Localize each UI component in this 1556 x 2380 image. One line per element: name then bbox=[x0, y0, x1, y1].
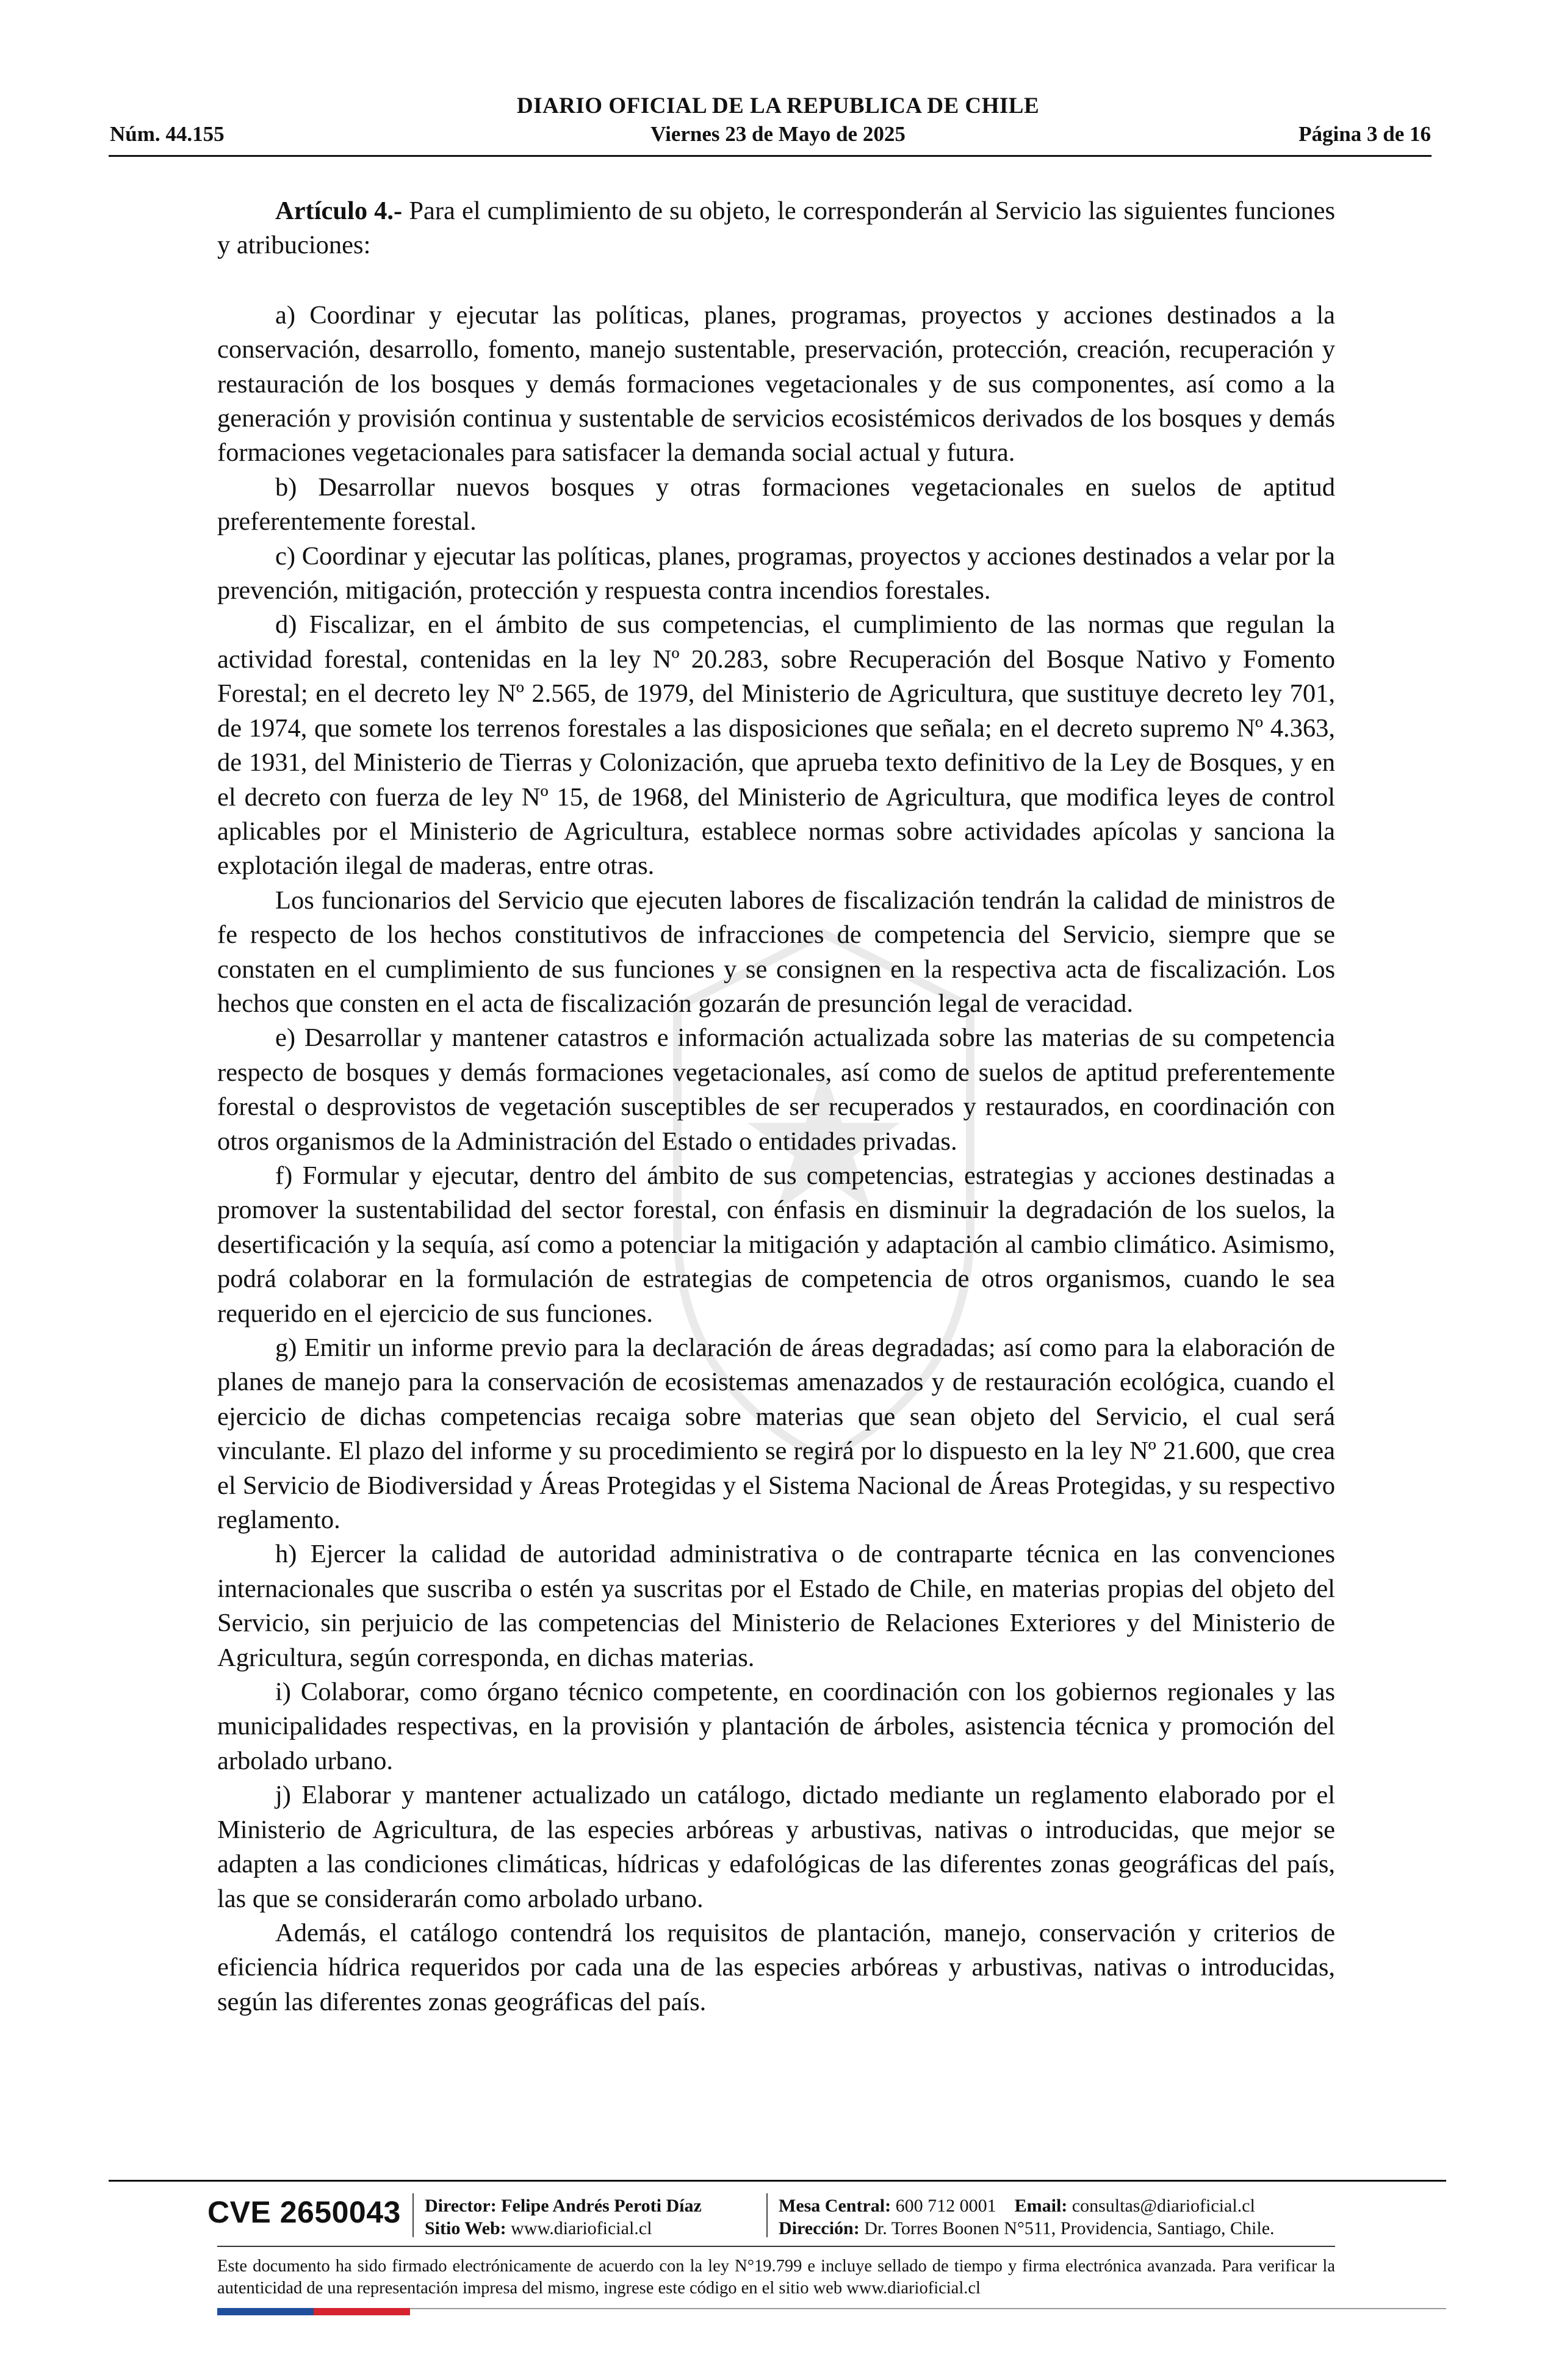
article-body bbox=[217, 194, 1335, 2019]
director-name: Felipe Andrés Peroti Díaz bbox=[501, 2196, 702, 2216]
cve-code: CVE 2650043 bbox=[207, 2195, 401, 2229]
phone-label: Mesa Central: bbox=[779, 2196, 891, 2216]
legal-notice: Este documento ha sido firmado electrónicamente de acuerdo con la ley N°19.799 e incluye sellado de tiempo y firma electrónica avanzada. Para verificar la autenticidad de una representación impresa del mismo, ingrese este código en el sitio web www.diarioficial.cl bbox=[217, 2257, 1335, 2298]
paragraph-b: b) Desarrollar nuevos bosques y otras formaciones vegetacionales en suelos de aptitud preferentemente forestal. bbox=[217, 472, 1335, 536]
page-footer bbox=[0, 2173, 1556, 2380]
footer-divider bbox=[109, 2180, 1446, 2182]
paragraph-catalog: Además, el catálogo contendrá los requisitos de plantación, manejo, conservación y criterios de eficiencia hídrica requeridos por cada una de las especies arbóreas y arbustivas, nativas o introducidas, según las diferentes zonas geográficas del país. bbox=[217, 1918, 1335, 2016]
footer-separator bbox=[412, 2193, 414, 2237]
email-link[interactable]: consultas@diarioficial.cl bbox=[1072, 2196, 1255, 2216]
page-header bbox=[0, 0, 1556, 159]
paragraph-j: j) Elaborar y mantener actualizado un catálogo, dictado mediante un reglamento elaborado por el Ministerio de Agricultura, de las especies arbóreas y arbustivas, nativas o introducidas, que mejor se adapten a las condiciones climáticas, hídricas y edafológicas de las diferentes zonas geográficas del país, las que se considerarán como arbolado urbano. bbox=[217, 1781, 1335, 1913]
issue-number: Núm. 44.155 bbox=[110, 122, 225, 146]
address-text: Dr. Torres Boonen N°511, Providencia, Santiago, Chile. bbox=[864, 2218, 1275, 2238]
paragraph-a: a) Coordinar y ejecutar las políticas, planes, programas, proyectos y acciones destinados a la conservación, desarrollo, fomento, manejo sustentable, preservación, protección, creación, recuperación y restauración de los bosques y demás formaciones vegetacionales y de sus componentes, así como a la generación y provisión continua y sustentable de servicios ecosistémicos derivados de los bosques y demás formaciones vegetacionales para satisfacer la demanda social actual y futura. bbox=[217, 300, 1335, 467]
article-intro bbox=[217, 194, 1335, 263]
flag-color-bar bbox=[217, 2308, 410, 2315]
article-label: Artículo 4.- bbox=[275, 197, 403, 225]
phone-number: 600 712 0001 bbox=[895, 2196, 996, 2216]
paragraph-d-officials: Los funcionarios del Servicio que ejecuten labores de fiscalización tendrán la calidad de ministros de fe respecto de los hechos constitutivos de infracciones de competencia del Servicio, siempre que se constaten en el cumplimiento de sus funciones y se consignen en la respectiva acta de fiscalización. Los hechos que consten en el acta de fiscalización gozarán de presunción legal de veracidad. bbox=[217, 885, 1335, 1018]
website-label: Sitio Web: bbox=[425, 2218, 506, 2238]
footer-inner-divider bbox=[217, 2246, 1335, 2247]
director-label: Director: bbox=[425, 2196, 497, 2216]
paragraph-d: d) Fiscalizar, en el ámbito de sus competencias, el cumplimiento de las normas que regulan la actividad forestal, contenidas en la ley Nº 20.283, sobre Recuperación del Bosque Nativo y Fomento Forestal; en el decreto ley Nº 2.565, de 1979, del Ministerio de Agricultura, que sustituye decreto ley 701, de 1974, que somete los terrenos forestales a las disposiciones que señala; en el decreto supremo Nº 4.363, de 1931, del Ministerio de Tierras y Colonización, que aprueba texto definitivo de la Ley de Bosques, y en el decreto con fuerza de ley Nº 15, de 1968, del Ministerio de Agricultura, que modifica leyes de control aplicables por el Ministerio de Agricultura, establece normas sobre actividades apícolas y sanciona la explotación ilegal de maderas, entre otras. bbox=[217, 610, 1335, 881]
flag-red-segment bbox=[314, 2308, 410, 2315]
website-link[interactable]: www.diarioficial.cl bbox=[511, 2218, 652, 2238]
paragraph-e: e) Desarrollar y mantener catastros e información actualizada sobre las materias de su competencia respecto de bosques y demás formaciones vegetacionales, así como de suelos de aptitud preferentemente forestal o desprovistos de vegetación susceptibles de ser recuperados y restaurados, en coordinación con otros organismos de la Administración del Estado o entidades privadas. bbox=[217, 1023, 1335, 1156]
flag-blue-segment bbox=[217, 2308, 314, 2315]
address-label: Dirección: bbox=[779, 2218, 860, 2238]
article-intro-text: Para el cumplimiento de su objeto, le corresponderán al Servicio las siguientes funciones y atribuciones: bbox=[217, 197, 1335, 260]
paragraph-h: h) Ejercer la calidad de autoridad administrativa o de contraparte técnica en las convenciones internacionales que suscriba o estén ya suscritas por el Estado de Chile, en materias propias del objeto del Servicio, sin perjuicio de las competencias del Ministerio de Relaciones Exteriores y del Ministerio de Agricultura, según corresponda, en dichas materias. bbox=[217, 1540, 1335, 1672]
page-number: Página 3 de 16 bbox=[1298, 122, 1431, 146]
director-block bbox=[425, 2194, 702, 2240]
paragraph-g: g) Emitir un informe previo para la declaración de áreas degradadas; así como para la elaboración de planes de manejo para la conservación de ecosistemas amenazados y de restauración ecológica, cuando el ejercicio de dichas competencias recaiga sobre materias que sean objeto del Servicio, el cual será vinculante. El plazo del informe y su procedimiento se regirá por lo dispuesto en la ley Nº 21.600, que crea el Servicio de Biodiversidad y Áreas Protegidas y el Sistema Nacional de Áreas Protegidas, y su respectivo reglamento. bbox=[217, 1333, 1335, 1535]
contact-block bbox=[779, 2194, 1275, 2240]
paragraph-c: c) Coordinar y ejecutar las políticas, planes, programas, proyectos y acciones destinados a velar por la prevención, mitigación, protección y respuesta contra incendios forestales. bbox=[217, 541, 1335, 605]
issue-date: Viernes 23 de Mayo de 2025 bbox=[650, 122, 906, 146]
paragraph-i: i) Colaborar, como órgano técnico competente, en coordinación con los gobiernos regionales y las municipalidades respectivas, en la provisión y plantación de árboles, asistencia técnica y promoción del arbolado urbano. bbox=[217, 1678, 1335, 1775]
paragraph-f: f) Formular y ejecutar, dentro del ámbito de sus competencias, estrategias y acciones destinadas a promover la sustentabilidad del sector forestal, con énfasis en disminuir la degradación de los suelos, la desertificación y la sequía, así como a potenciar la mitigación y adaptación al cambio climático. Asimismo, podrá colaborar en la formulación de estrategias de competencia de otros organismos, cuando le sea requerido en el ejercicio de sus funciones. bbox=[217, 1161, 1335, 1328]
footer-separator bbox=[766, 2193, 768, 2237]
publication-title: DIARIO OFICIAL DE LA REPUBLICA DE CHILE bbox=[516, 93, 1040, 118]
email-label: Email: bbox=[1014, 2196, 1068, 2216]
header-divider bbox=[109, 155, 1432, 157]
